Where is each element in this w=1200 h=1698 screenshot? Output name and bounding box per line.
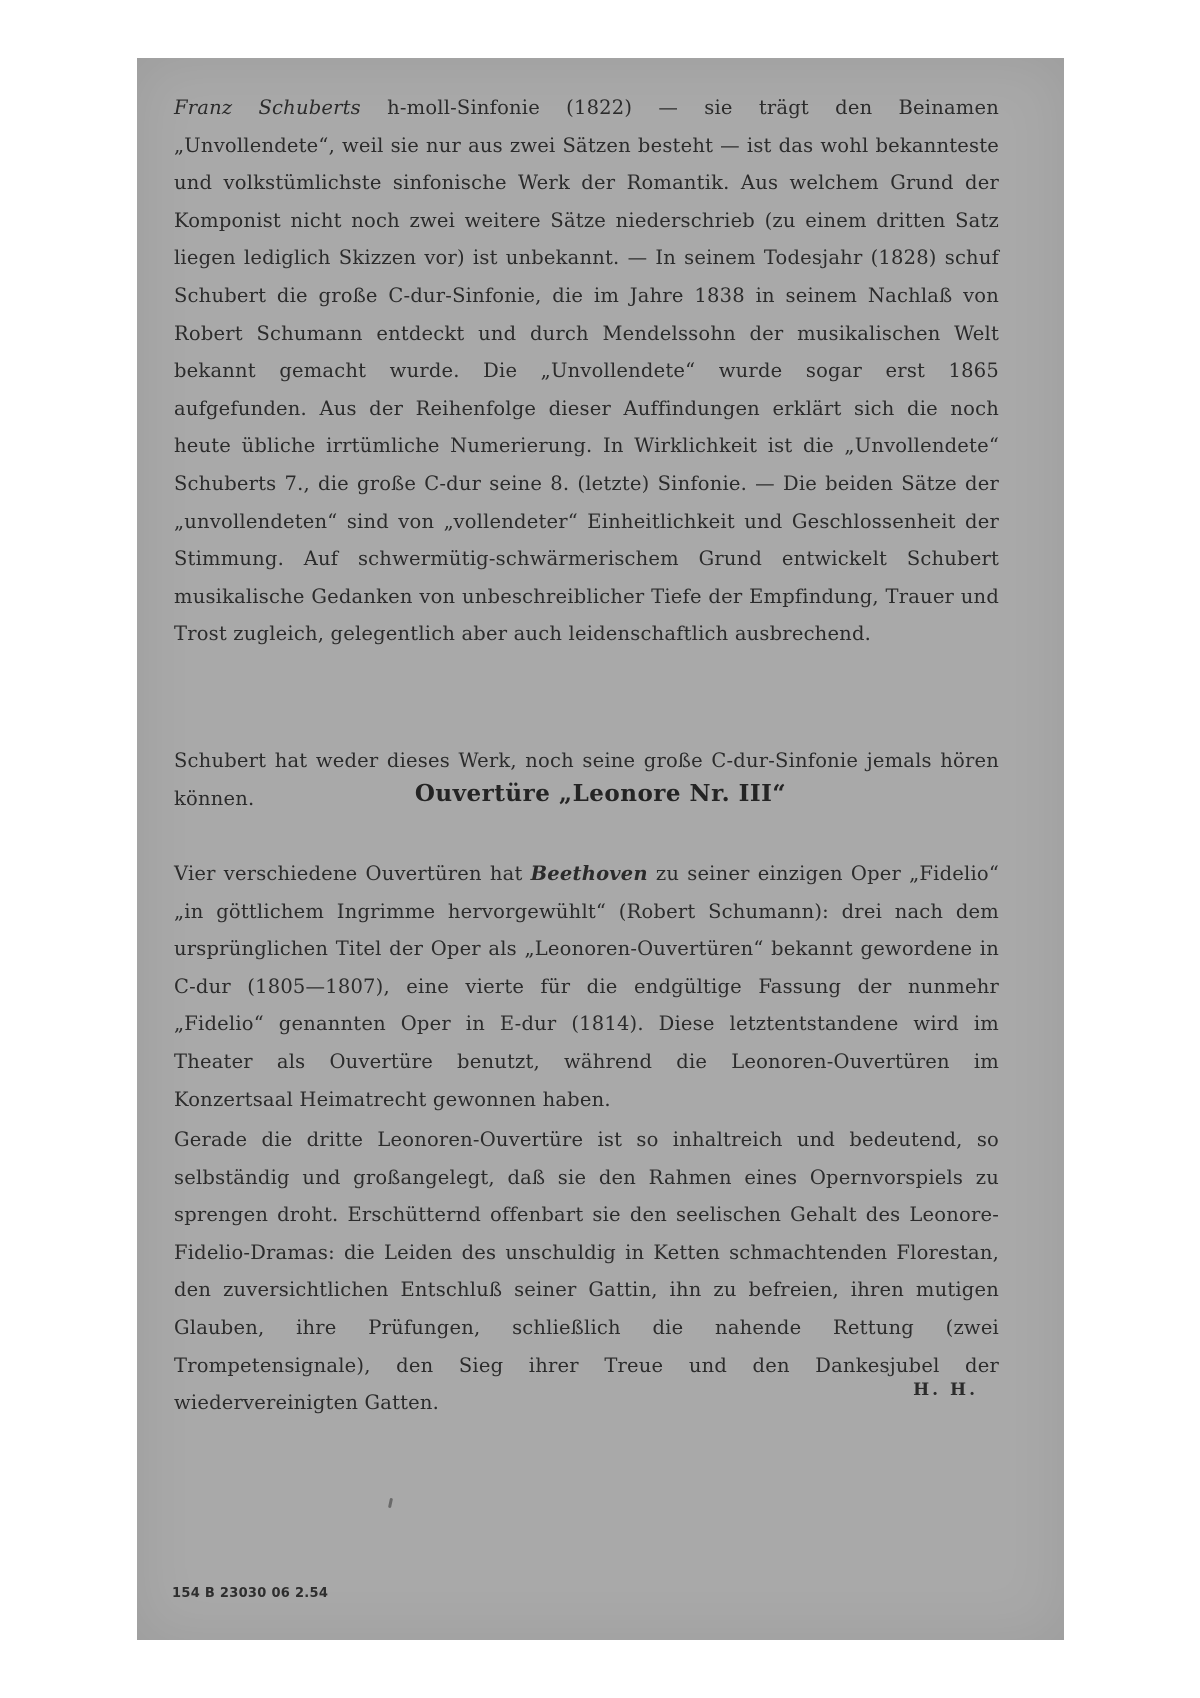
paragraph-schubert-text: h-moll-Sinfonie (1822) — sie trägt den Beinamen „Unvollendete“, weil sie nur aus zwei Sätzen besteht — ist das wohl bekannteste und volkstümlichste sinfonische Werk der Romantik. Aus welchem Grund der Komponist nicht noch zwei weitere Sätze niederschrieb (zu einem dritten Satz liegen lediglich Skizzen vor) ist unbekannt. — In seinem Todesjahr (1828) schuf Schubert die große C-dur-Sinfonie, die im Jahre 1838 in seinem Nachlaß von Robert Schumann entdeckt und durch Mendelssohn der musikalischen Welt bekannt gemacht wurde. Die „Unvollendete“ wurde sogar erst 1865 aufgefunden. Aus der Reihenfolge dieser Auffindungen erklärt sich die noch heute übliche irrtümliche Numerierung. In Wirklichkeit ist die „Unvollendete“ Schuberts 7., die große C-dur seine 8. (letzte) Sinfonie. — Die beiden Sätze der „unvollendeten“ sind von „vollendeter“ Einheitlichkeit und Geschlossenheit der Stimmung. Auf schwermütig-schwärmerischem Grund entwickelt Schubert musikalische Gedanken von unbeschreiblicher Tiefe der Empfindung, Trauer und Trost zugleich, gelegentlich aber auch leidenschaftlich ausbrechend.: [174, 96, 999, 646]
paragraph-schubert: [174, 89, 999, 653]
paragraph-beethoven-text: zu seiner einzigen Oper „Fidelio“ „in göttlichem Ingrimme hervorgewühlt“ (Robert Schumann): drei nach dem ursprünglichen Titel der Oper als „Leonoren-Ouvertüren“ bekannt gewordene in C-dur (1805—1807), eine vierte für die endgültige Fassung der nunmehr „Fidelio“ genannten Oper in E-dur (1814). Diese letztentstandene wird im Theater als Ouvertüre benutzt, während die Leonoren-Ouvertüren im Konzertsaal Heimatrecht gewonnen haben.: [174, 862, 999, 1111]
composer-name-beethoven: Beethoven: [530, 862, 648, 885]
paragraph-beethoven: [174, 855, 999, 1118]
composer-name-schubert: Franz Schuberts: [174, 96, 361, 119]
paragraph-schubert-note: Schubert hat weder dieses Werk, noch seine große C-dur-Sinfonie jemals hören können.: [174, 749, 999, 810]
paper-speck: [388, 1498, 393, 1508]
print-code: 154 B 23030 06 2.54: [172, 1586, 329, 1601]
paragraph-beethoven-intro: Vier verschiedene Ouvertüren hat: [174, 862, 531, 885]
paragraph-leonore: Gerade die dritte Leonoren-Ouvertüre ist so inhaltreich und bedeutend, so selbständig und großangelegt, daß sie den Rahmen eines Opernvorspiels zu sprengen droht. Erschütternd offenbart sie den seelischen Gehalt des Leonore-Fidelio-Dramas: die Leiden des unschuldig in Ketten schmachtenden Florestan, den zuversichtlichen Entschluß seiner Gattin, ihn zu befreien, ihren mutigen Glauben, ihre Prüfungen, schließlich die nahende Rettung (zwei Trompetensignale), den Sieg ihrer Treue und den Dankesjubel der wiedervereinigten Gatten.: [174, 1128, 999, 1415]
author-signature: H. H.: [913, 1380, 978, 1400]
section-heading: Ouvertüre „Leonore Nr. III“: [414, 780, 787, 807]
document-page: [137, 58, 1064, 1640]
